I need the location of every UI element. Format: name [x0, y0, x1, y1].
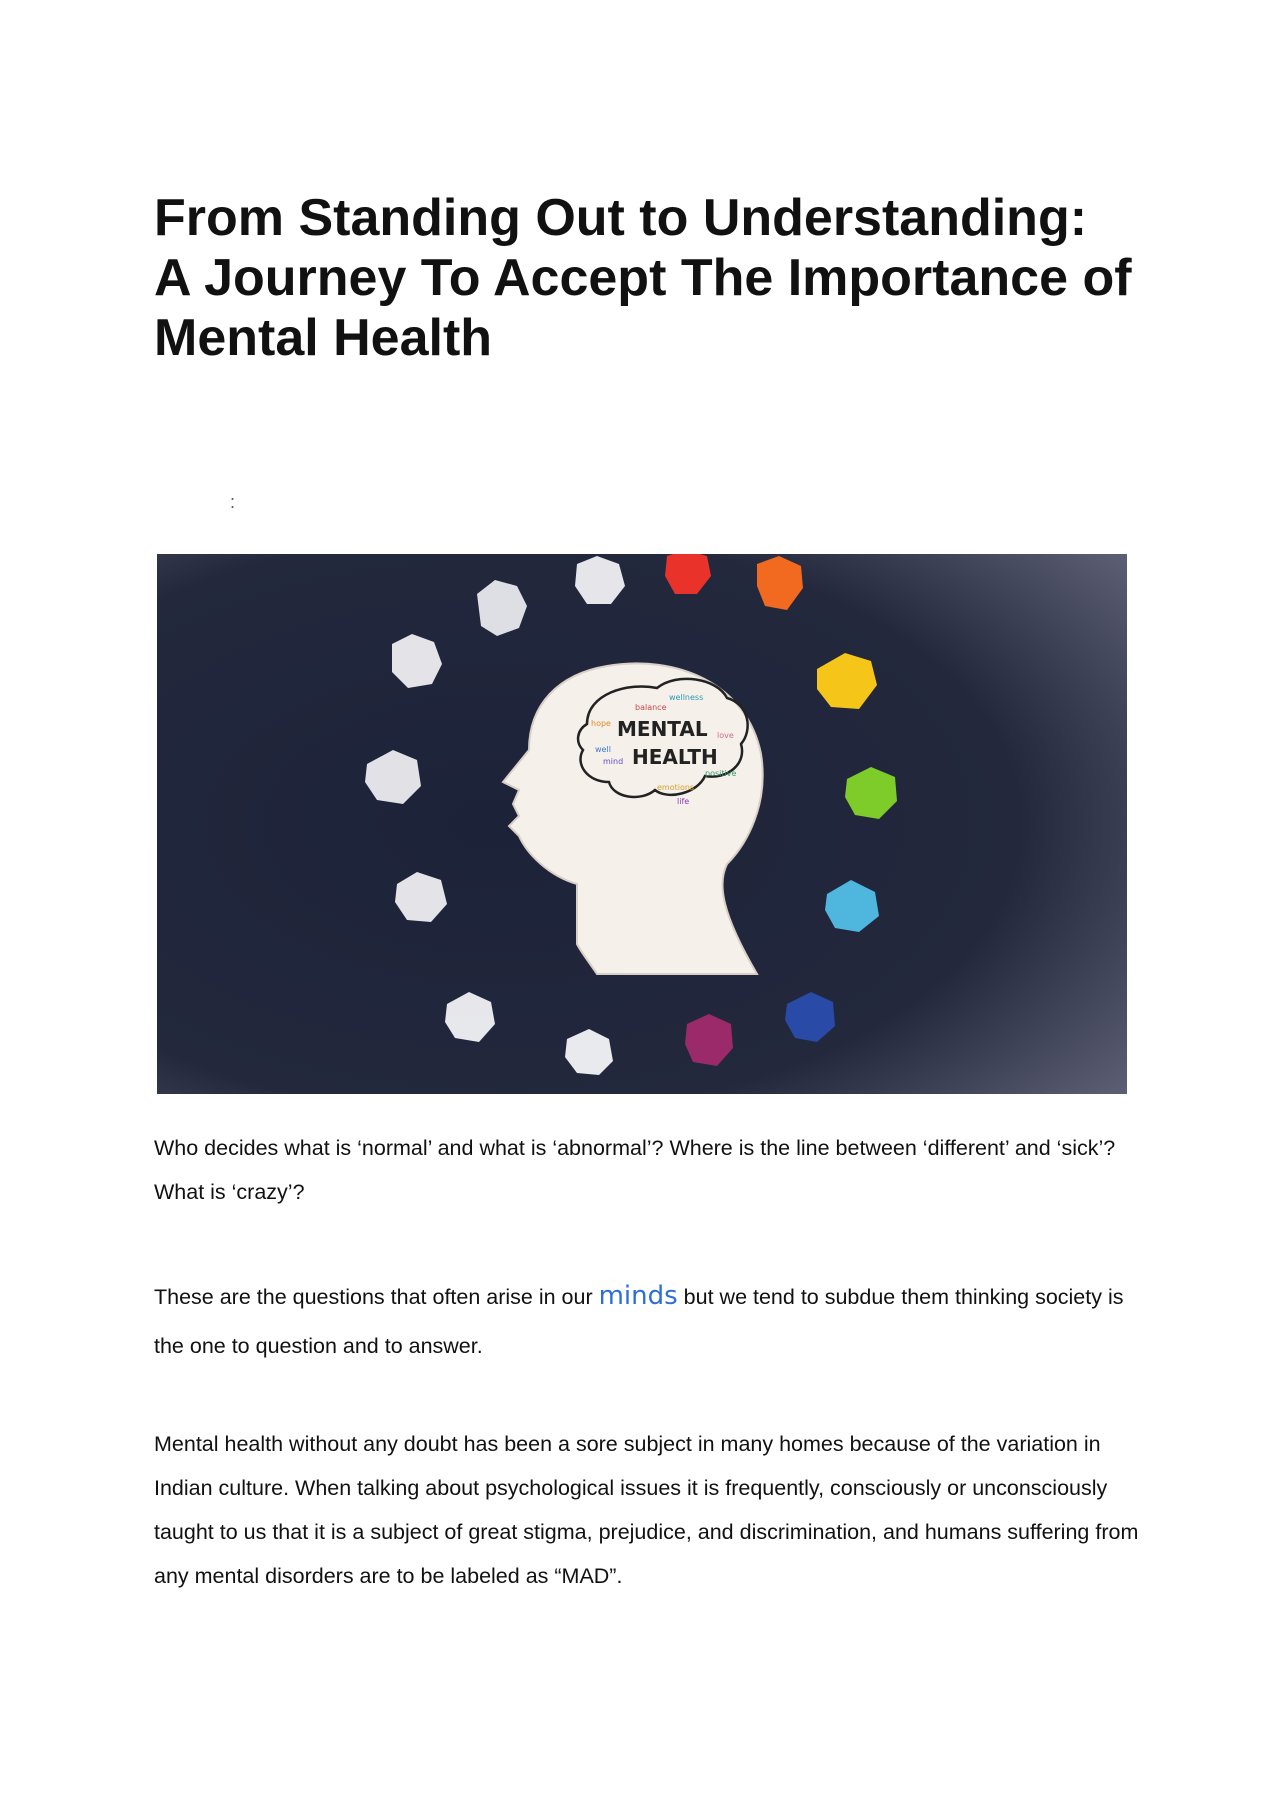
image-word-side-7: emotions: [657, 783, 695, 792]
article-title: From Standing Out to Understanding: A Journey To Accept The Importance of Mental Health: [154, 189, 1132, 367]
image-word-mental: MENTAL: [617, 717, 708, 741]
image-word-side-1: love: [717, 731, 734, 740]
image-word-side-5: mind: [603, 757, 624, 766]
paragraph-society-end: but we tend to subdue them thinking society is the one to question and to answer.: [154, 1285, 1124, 1358]
image-word-side-2: positive: [705, 769, 737, 778]
minds-link[interactable]: minds: [598, 1281, 678, 1311]
stray-mark: :: [230, 492, 236, 512]
image-word-health: HEALTH: [632, 745, 718, 769]
paragraph-questions: Who decides what is ‘normal’ and what is ‘abnormal’? Where is the line between ‘different’ and ‘sick’? What is ‘crazy’?: [154, 1136, 1116, 1204]
image-word-side-6: balance: [635, 703, 667, 712]
paragraph-society-start: These are the questions that often arise in our: [154, 1285, 599, 1309]
image-word-side-4: well: [595, 745, 611, 754]
paragraph-society: [154, 1272, 1139, 1371]
image-word-side-9: life: [677, 797, 690, 806]
paragraph-stigma: Mental health without any doubt has been a sore subject in many homes because of the variation in Indian culture. When talking about psychological issues it is frequently, consciously or unconsciously taught to us that it is a subject of great stigma, prejudice, and discrimination, and humans suffering from any mental disorders are to be labeled as “MAD”.: [154, 1432, 1139, 1588]
image-word-side-8: wellness: [669, 693, 704, 702]
hero-image: [157, 554, 1127, 1094]
image-word-side-3: hope: [591, 719, 611, 728]
